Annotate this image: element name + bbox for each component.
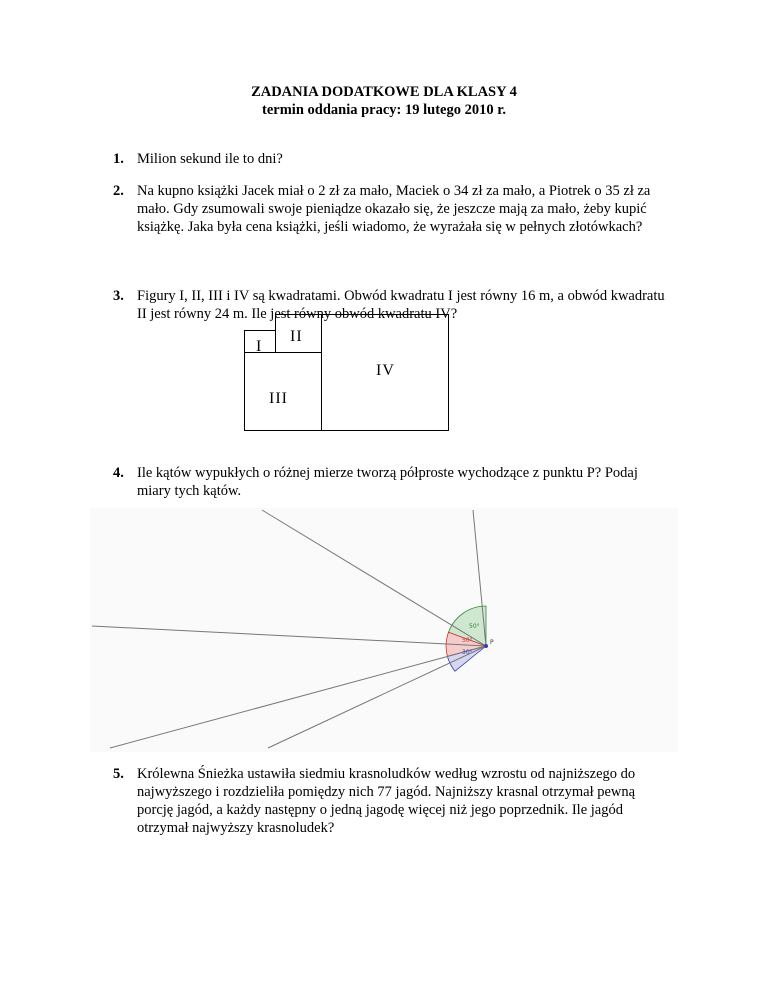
question-1: [113, 150, 673, 168]
question-text: Królewna Śnieżka ustawiła siedmiu krasnoludków według wzrostu od najniższego do najwyższego i rozdzieliła pomiędzy nich 77 jagód. Najniższy krasnal otrzymał pewną porcję jagód, a każdy następny o jedną jagodę więcej niż jego poprzednik. Ile jagód otrzymał najwyższy krasnoludek?: [137, 766, 636, 836]
question-number: 3.: [113, 288, 124, 304]
question-text: Milion sekund ile to dni?: [137, 151, 283, 167]
question-number: 2.: [113, 183, 124, 199]
question-text: Ile kątów wypukłych o różnej mierze tworzą półproste wychodzące z punktu P? Podaj miary tych kątów.: [137, 465, 638, 499]
angle-label: 50°: [469, 623, 480, 630]
label-i: I: [256, 338, 263, 355]
question-2: [113, 182, 673, 236]
document-title: ZADANIA DODATKOWE DLA KLASY 4: [251, 84, 517, 100]
question-5: [113, 765, 673, 837]
point-p-label: P: [490, 639, 494, 646]
document-subtitle: termin oddania pracy: 19 lutego 2010 r.: [262, 102, 506, 118]
angle-label: 30°: [462, 649, 473, 656]
angle-figure: [90, 508, 678, 752]
question-number: 1.: [113, 151, 124, 167]
question-number: 4.: [113, 465, 124, 481]
label-iv: IV: [376, 362, 395, 379]
question-text: Figury I, II, III i IV są kwadratami. Obwód kwadratu I jest równy 16 m, a obwód kwadratu II jest równy 24 m. Ile jest równy obwód kwadratu IV?: [137, 288, 665, 322]
question-number: 5.: [113, 766, 124, 782]
label-ii: II: [290, 328, 303, 345]
point-p: [484, 644, 488, 648]
angle-label: 50°: [462, 637, 473, 644]
question-4: [113, 464, 673, 500]
question-text: Na kupno książki Jacek miał o 2 zł za mało, Maciek o 34 zł za mało, a Piotrek o 35 zł za mało. Gdy zsumowali swoje pieniądze okazało się, że jeszcze mają za mało, żeby kupić książkę. Jaka była cena książki, jeśli wiadomo, że wyrażała się w pełnych złotówkach?: [137, 183, 651, 235]
label-iii: III: [269, 390, 288, 407]
